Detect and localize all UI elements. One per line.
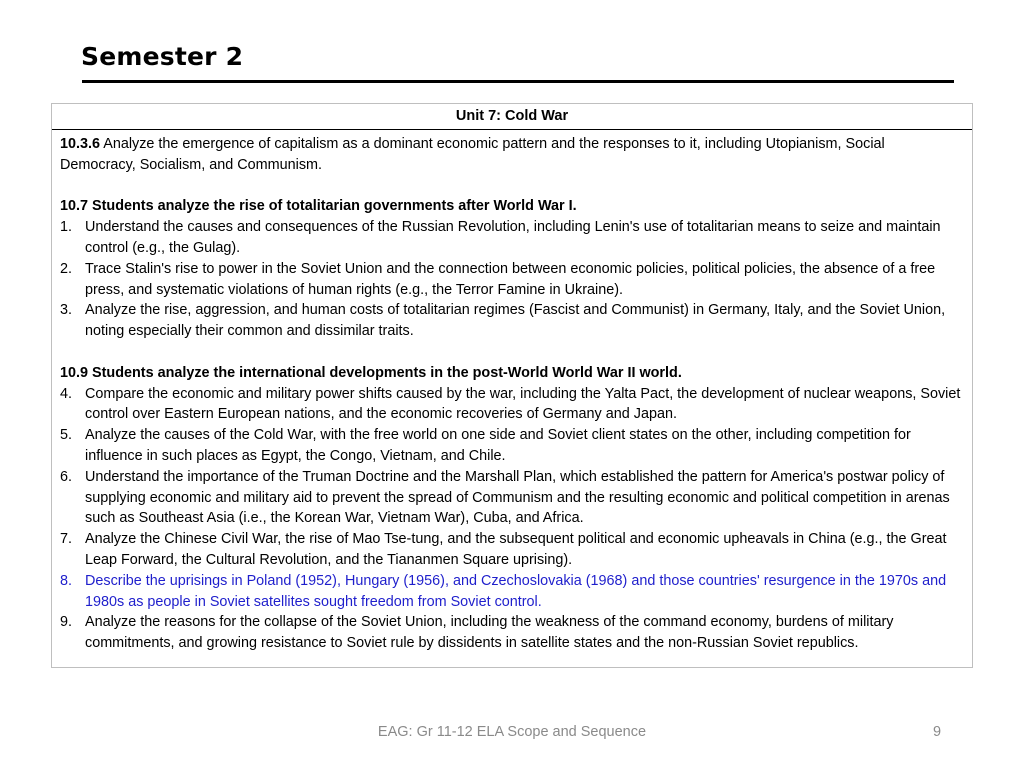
list-item <box>60 217 964 259</box>
item-number: 8. <box>60 572 73 589</box>
spacer <box>60 342 964 363</box>
unit-header: Unit 7: Cold War <box>52 104 972 130</box>
item-number: 9. <box>60 614 73 631</box>
footer-text: EAG: Gr 11-12 ELA Scope and Sequence <box>377 724 647 740</box>
item-number: 4. <box>60 385 73 402</box>
title-divider <box>82 80 954 83</box>
spacer <box>60 176 964 197</box>
item-number: 6. <box>60 468 73 485</box>
item-number: 2. <box>60 260 73 277</box>
section-heading: 10.7 Students analyze the rise of totalitarian governments after World War I. <box>60 198 577 215</box>
item-text: Analyze the reasons for the collapse of the Soviet Union, including the weakness of the command economy, burdens of military commitments, and growing resistance to Soviet rule by dissidents in satellite states and the non-Russian Soviet republics. <box>85 614 894 652</box>
list-item <box>60 467 964 529</box>
unit-body <box>52 130 972 654</box>
list-item <box>60 259 964 301</box>
item-number: 1. <box>60 219 73 236</box>
intro-standard <box>60 134 964 176</box>
page-title: Semester 2 <box>81 42 244 71</box>
intro-text: Analyze the emergence of capitalism as a dominant economic pattern and the responses to it, including Utopianism, Social Democracy, Socialism, and Communism. <box>60 136 885 173</box>
item-text: Understand the importance of the Truman Doctrine and the Marshall Plan, which established the pattern for America's postwar policy of supplying economic and military aid to prevent the spread of Communism and the resulting economic and political competition in arenas such as Southeast Asia (i.e., the Korean War, Vietnam War), Cuba, and Africa. <box>85 468 950 527</box>
list-item-highlighted <box>60 571 964 613</box>
item-text: Analyze the Chinese Civil War, the rise of Mao Tse-tung, and the subsequent political and economic upheavals in China (e.g., the Great Leap Forward, the Cultural Revolution, and the Tiananmen Square uprising). <box>85 531 947 568</box>
page-number: 9 <box>933 724 942 740</box>
item-text: Analyze the causes of the Cold War, with the free world on one side and Soviet client states on the other, including competition for influence in such places as Egypt, the Congo, Vietnam, and Chile. <box>85 427 911 464</box>
item-number: 7. <box>60 531 73 548</box>
section-heading: 10.9 Students analyze the international developments in the post-World World War II world. <box>60 364 682 381</box>
item-text: Compare the economic and military power shifts caused by the war, including the Yalta Pact, the development of nuclear weapons, Soviet control over Eastern European nations, and the economic recoveries of Germany and Japan. <box>85 385 961 423</box>
item-text: Understand the causes and consequences of the Russian Revolution, including Lenin's use of totalitarian means to seize and maintain control (e.g., the Gulag). <box>85 219 941 256</box>
intro-code: 10.3.6 <box>60 136 101 152</box>
item-text: Trace Stalin's rise to power in the Soviet Union and the connection between economic policies, political policies, the absence of a free press, and systematic violations of human rights (e.g., the Terror Famine in Ukraine). <box>85 260 936 298</box>
unit-table <box>51 103 973 668</box>
list-item <box>60 300 964 342</box>
list-item <box>60 529 964 571</box>
list-item <box>60 384 964 426</box>
list-item <box>60 612 964 654</box>
item-number: 5. <box>60 427 73 444</box>
list-item <box>60 425 964 467</box>
item-number: 3. <box>60 302 73 319</box>
item-text: Describe the uprisings in Poland (1952), Hungary (1956), and Czechoslovakia (1968) and those countries' resurgence in the 1970s and 1980s as people in Soviet satellites sought freedom from Soviet control. <box>85 572 947 610</box>
item-text: Analyze the rise, aggression, and human costs of totalitarian regimes (Fascist and Communist) in Germany, Italy, and the Soviet Union, noting especially their common and dissimilar traits. <box>85 302 946 340</box>
